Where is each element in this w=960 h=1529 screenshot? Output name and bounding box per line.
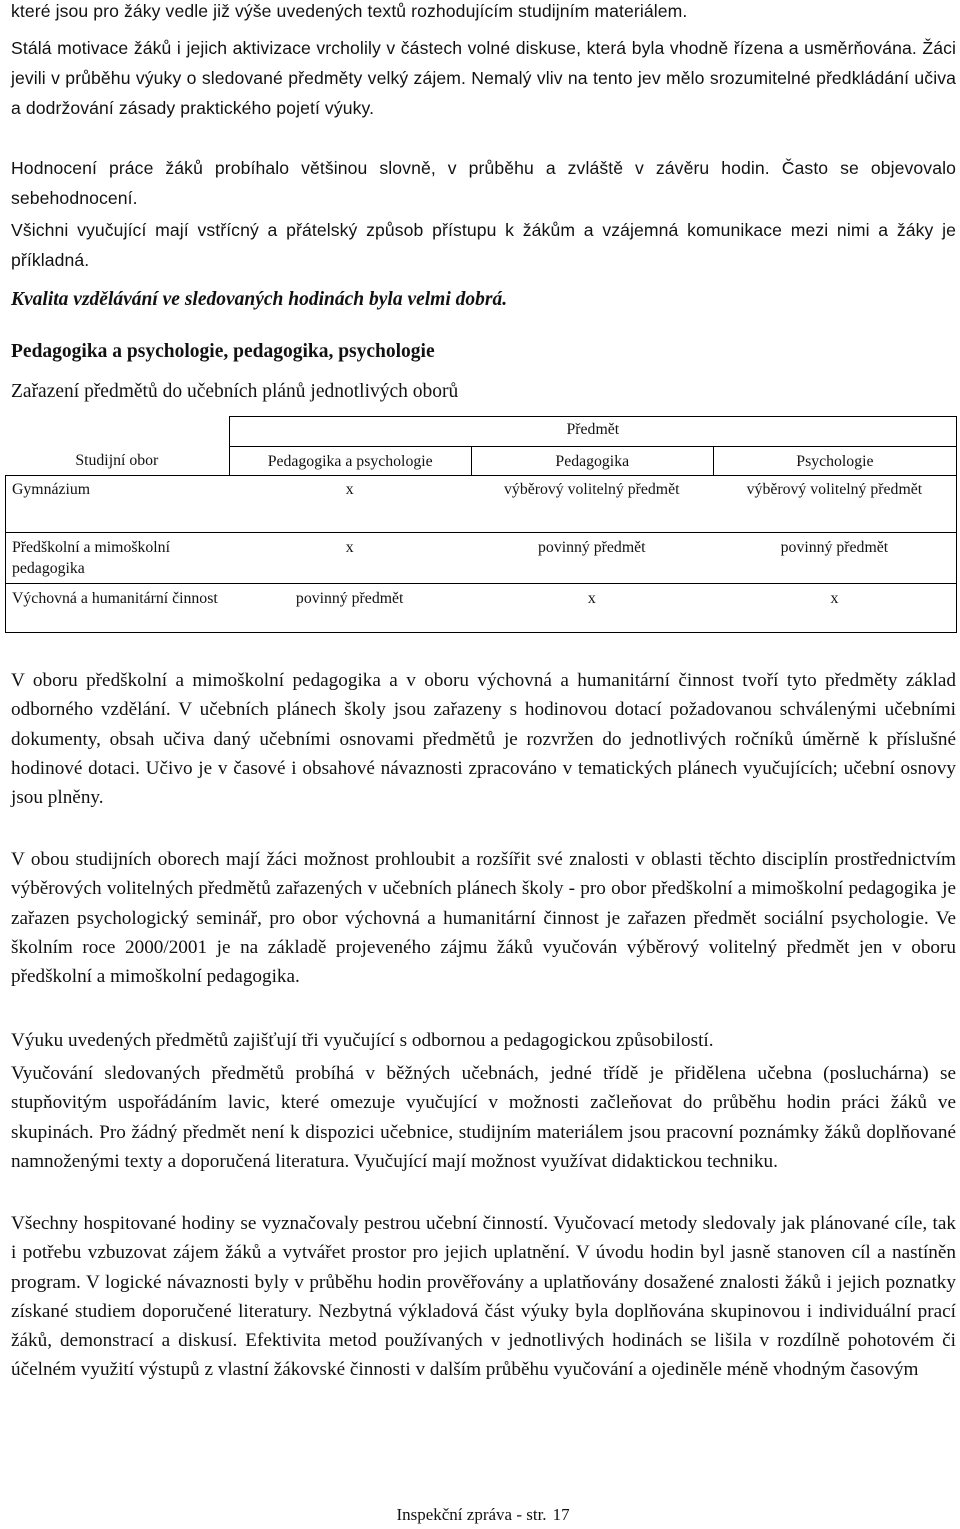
paragraph-curriculum: V oboru předškolní a mimoškolní pedagogika a v oboru výchovná a humanitární činnost tvoří tyto předměty základ odborného vzdělání. V učebních plánech školy jsou zařazeny s hodinovou dotací požadovanou schválenými učebními dokumenty, obsah učiva daný učebními osnovami předmětů je rozvržen do jednotlivých ročníků úměrně k příslušné hodinové dotaci. Učivo je v časové i obsahové návaznosti zpracováno v tematických plánech vyučujících; učební osnovy jsou plněny. [11,670,956,809]
table-group-header-row [5,416,957,446]
cell-obor: Předškolní a mimoškolní pedagogika [5,532,229,583]
header-psychologie: Psychologie [713,446,957,475]
cell-pedagogika-a-psychologie: x [229,475,471,532]
table-row [5,583,957,633]
header-pedagogika-a-psychologie: Pedagogika a psychologie [229,446,471,475]
cell-psychologie: x [713,583,957,633]
cell-pedagogika-a-psychologie: x [229,532,471,583]
paragraph-evaluation: Hodnocení práce žáků probíhalo většinou slovně, v průběhu a zvláště v závěru hodin. Často se objevovalo sebehodnocení. [11,158,956,208]
header-pedagogika: Pedagogika [471,446,713,475]
cell-pedagogika: x [471,583,713,633]
subjects-table [5,416,957,633]
group-header-predmet: Předmět [229,416,957,446]
paragraph-motivation: Stálá motivace žáků i jejich aktivizace vrcholily v částech volné diskuse, která byla vhodně řízena a usměrňována. Žáci jevili v průběhu výuky o sledované předměty velký zájem. Nemalý vliv na tento jev mělo srozumitelné předkládání učiva a dodržování zásady praktického pojetí výuky. [11,38,956,118]
cell-pedagogika-a-psychologie: povinný předmět [229,583,471,633]
footer-page-number: 17 [552,1505,570,1524]
cell-pedagogika: povinný předmět [471,532,713,583]
footer-label: Inspekční zpráva - str. [396,1505,547,1524]
cell-obor: Gymnázium [5,475,229,532]
paragraph-electives: V obou studijních oborech mají žáci možnost prohloubit a rozšířit své znalosti v oblasti těchto disciplín prostřednictvím výběrových volitelných předmětů zařazených v učebních plánech školy - pro obor předškolní a mimoškolní pedagogika je zařazen psychologický seminář, pro obor výchovná a humanitární činnost je zařazen předmět sociální psychologie. Ve školním roce 2000/2001 je na základě projeveného zájmu žáků vyučován výběrový volitelný předmět jen v oboru předškolní a mimoškolní pedagogika. [11,849,956,988]
cell-obor: Výchovná a humanitární činnost [5,583,229,633]
cell-pedagogika: výběrový volitelný předmět [471,475,713,532]
paragraph-teachers: Výuku uvedených předmětů zajišťují tři vyučující s odbornou a pedagogickou způsobilostí. [11,1030,714,1051]
cell-psychologie: povinný předmět [713,532,957,583]
table-caption: Zařazení předmětů do učebních plánů jednotlivých oborů [11,381,459,402]
paragraph-continuation: které jsou pro žáky vedle již výše uvedených textů rozhodujícím studijním materiálem. [11,1,688,21]
table-header-row [5,446,957,475]
table-row [5,475,957,532]
paragraph-communication: Všichni vyučující mají vstřícný a přátelský způsob přístupu k žákům a vzájemná komunikace mezi nimi a žáky je příkladná. [11,220,956,270]
quality-statement: Kvalita vzdělávání ve sledovaných hodinách byla velmi dobrá. [11,289,508,310]
header-studijni-obor: Studijní obor [75,452,159,469]
paragraph-classrooms: Vyučování sledovaných předmětů probíhá v běžných učebnách, jedné třídě je přidělena učebna (posluchárna) se stupňovitým uspořádáním lavic, které omezuje vyučující v možnosti začleňovat do průběhu hodin práci žáků ve skupinách. Pro žádný předmět není k dispozici učebnice, studijním materiálem jsou pracovní poznámky žáků doplňované namnoženými texty a doporučená literatura. Vyučující mají možnost využívat didaktickou techniku. [11,1063,956,1172]
section-title: Pedagogika a psychologie, pedagogika, psychologie [11,341,435,362]
cell-psychologie: výběrový volitelný předmět [713,475,957,532]
page-footer [0,1505,960,1525]
table-row [5,532,957,583]
paragraph-methods: Všechny hospitované hodiny se vyznačovaly pestrou učební činností. Vyučovací metody sledovaly jak plánované cíle, tak i potřebu vzbuzovat zájem žáků a vytvářet prostor pro jejich uplatnění. V úvodu hodin byl jasně stanoven cíl a nastíněn program. V logické návaznosti byly v průběhu hodin prověřovány a uplatňovány dosažené znalosti žáků i jejich poznatky získané studiem doporučené literatury. Nezbytná výkladová část výuky byla doplňována skupinovou i individuální prací žáků, demonstrací a diskusí. Efektivita metod používaných v jednotlivých hodinách se lišila v rozdílně pohotovém či účelném využití výstupů z vlastní žákovské činnosti v dalším průběhu vyučování a ojediněle méně vhodným časovým [11,1213,956,1381]
